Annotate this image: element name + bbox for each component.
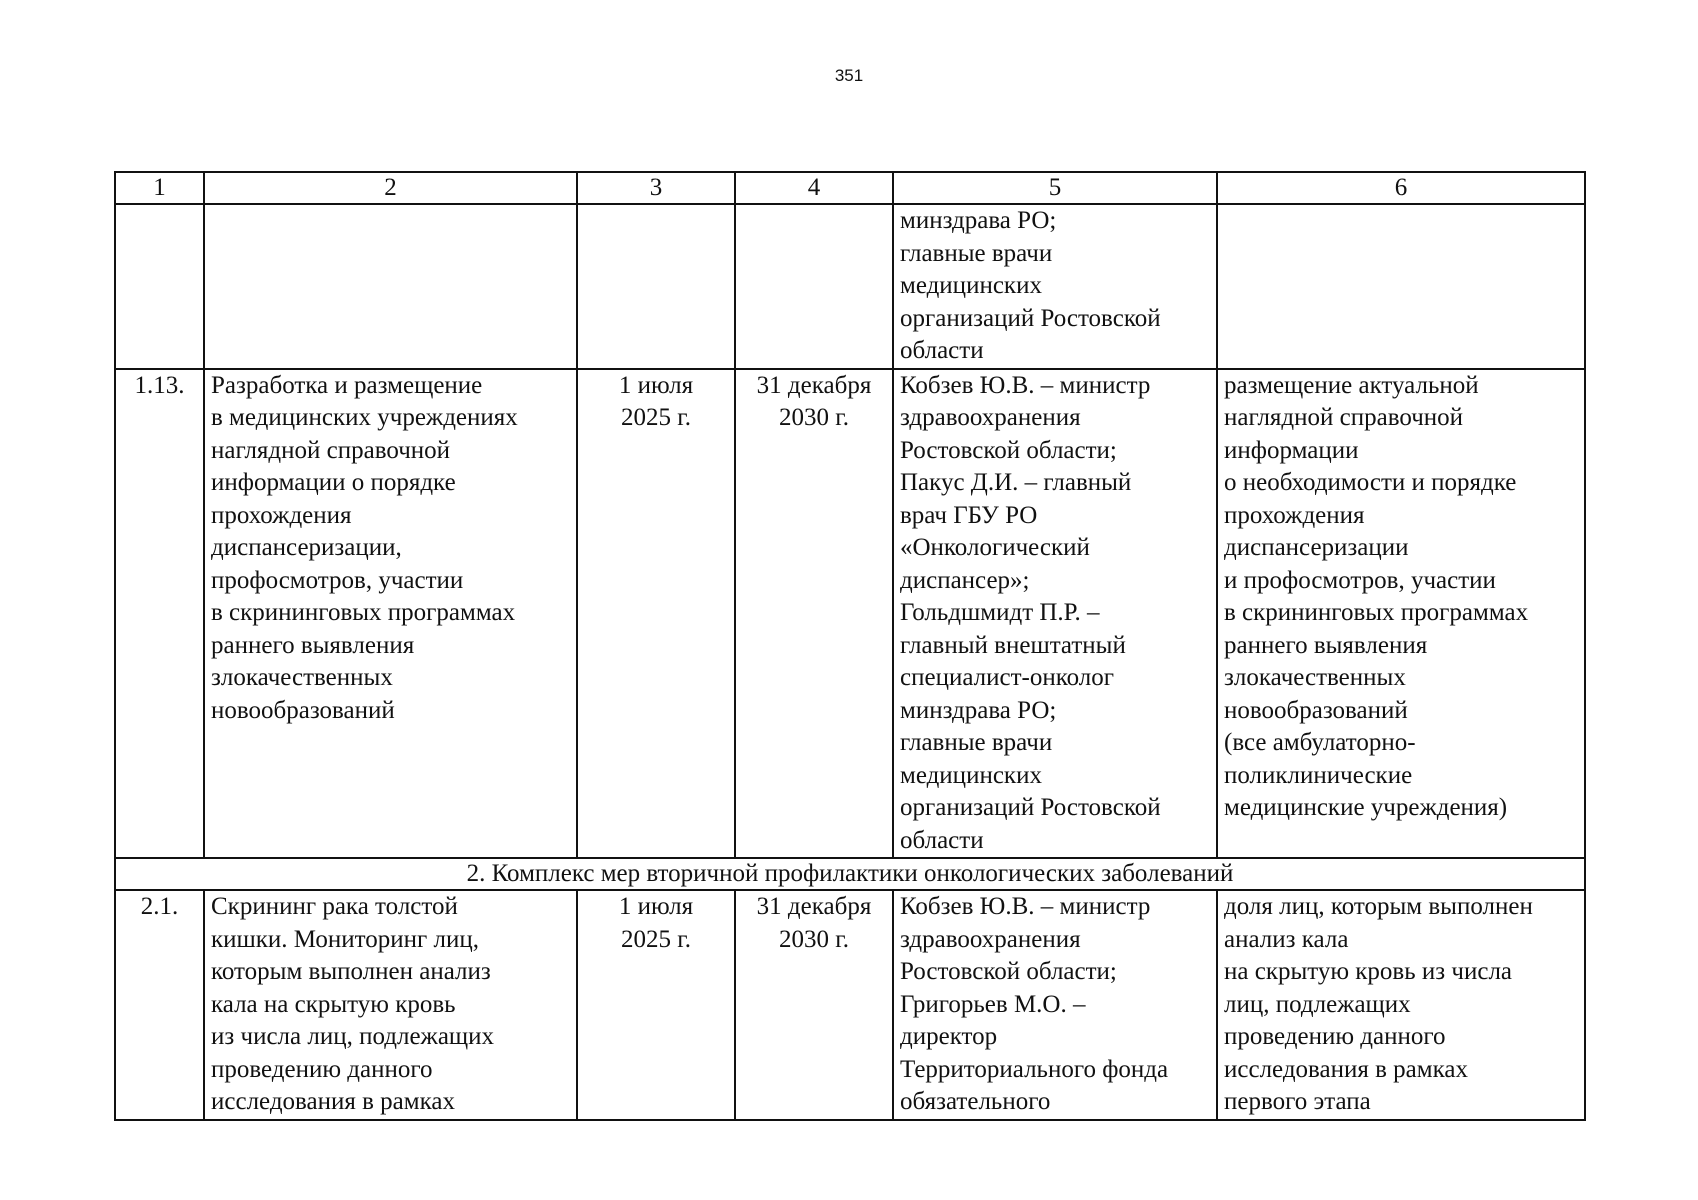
column-header: 5 [893,172,1217,204]
section-heading: 2. Комплекс мер вторичной профилактики онкологических заболеваний [115,858,1585,890]
row-number-cell: 1.13. [115,369,204,859]
measures-table [114,171,1586,1121]
table-row [115,890,1585,1120]
measure-cell: Разработка и размещение в медицинских учреждениях наглядной справочной информации о порядке прохождения диспансеризации, профосмотров, участии в скрининговых программах раннего выявления злокачественных новообразований [204,369,577,859]
result-cell: размещение актуальной наглядной справочной информации о необходимости и порядке прохождения диспансеризации и профосмотров, участии в скрининговых программах раннего выявления злокачественных новообразований (все амбулаторно- поликлинические медицинские учреждения) [1217,369,1585,859]
column-header: 4 [735,172,893,204]
responsible-cell: Кобзев Ю.В. – министр здравоохранения Ростовской области; Григорьев М.О. – директор Территориального фонда обязательного [893,890,1217,1120]
start-date-cell [577,204,735,369]
start-date-cell: 1 июля 2025 г. [577,890,735,1120]
responsible-cell: минздрава РО; главные врачи медицинских организаций Ростовской области [893,204,1217,369]
column-header: 2 [204,172,577,204]
section-heading-row [115,858,1585,890]
column-header: 3 [577,172,735,204]
measure-cell: Скрининг рака толстой кишки. Мониторинг лиц, которым выполнен анализ кала на скрытую кровь из числа лиц, подлежащих проведению данного исследования в рамках [204,890,577,1120]
responsible-cell: Кобзев Ю.В. – министр здравоохранения Ростовской области; Пакус Д.И. – главный врач ГБУ РО «Онкологический диспансер»; Гольдшмидт П.Р. – главный внештатный специалист-онколог минздрава РО; главные врачи медицинских организаций Ростовской области [893,369,1217,859]
start-date-cell: 1 июля 2025 г. [577,369,735,859]
column-header: 1 [115,172,204,204]
row-number-cell: 2.1. [115,890,204,1120]
end-date-cell: 31 декабря 2030 г. [735,369,893,859]
end-date-cell: 31 декабря 2030 г. [735,890,893,1120]
column-header: 6 [1217,172,1585,204]
table-row [115,369,1585,859]
measure-cell [204,204,577,369]
result-cell [1217,204,1585,369]
row-number-cell [115,204,204,369]
table-row [115,204,1585,369]
result-cell: доля лиц, которым выполнен анализ кала на скрытую кровь из числа лиц, подлежащих проведению данного исследования в рамках первого этапа [1217,890,1585,1120]
end-date-cell [735,204,893,369]
table-header-row [115,172,1585,204]
page-number: 351 [834,66,864,85]
